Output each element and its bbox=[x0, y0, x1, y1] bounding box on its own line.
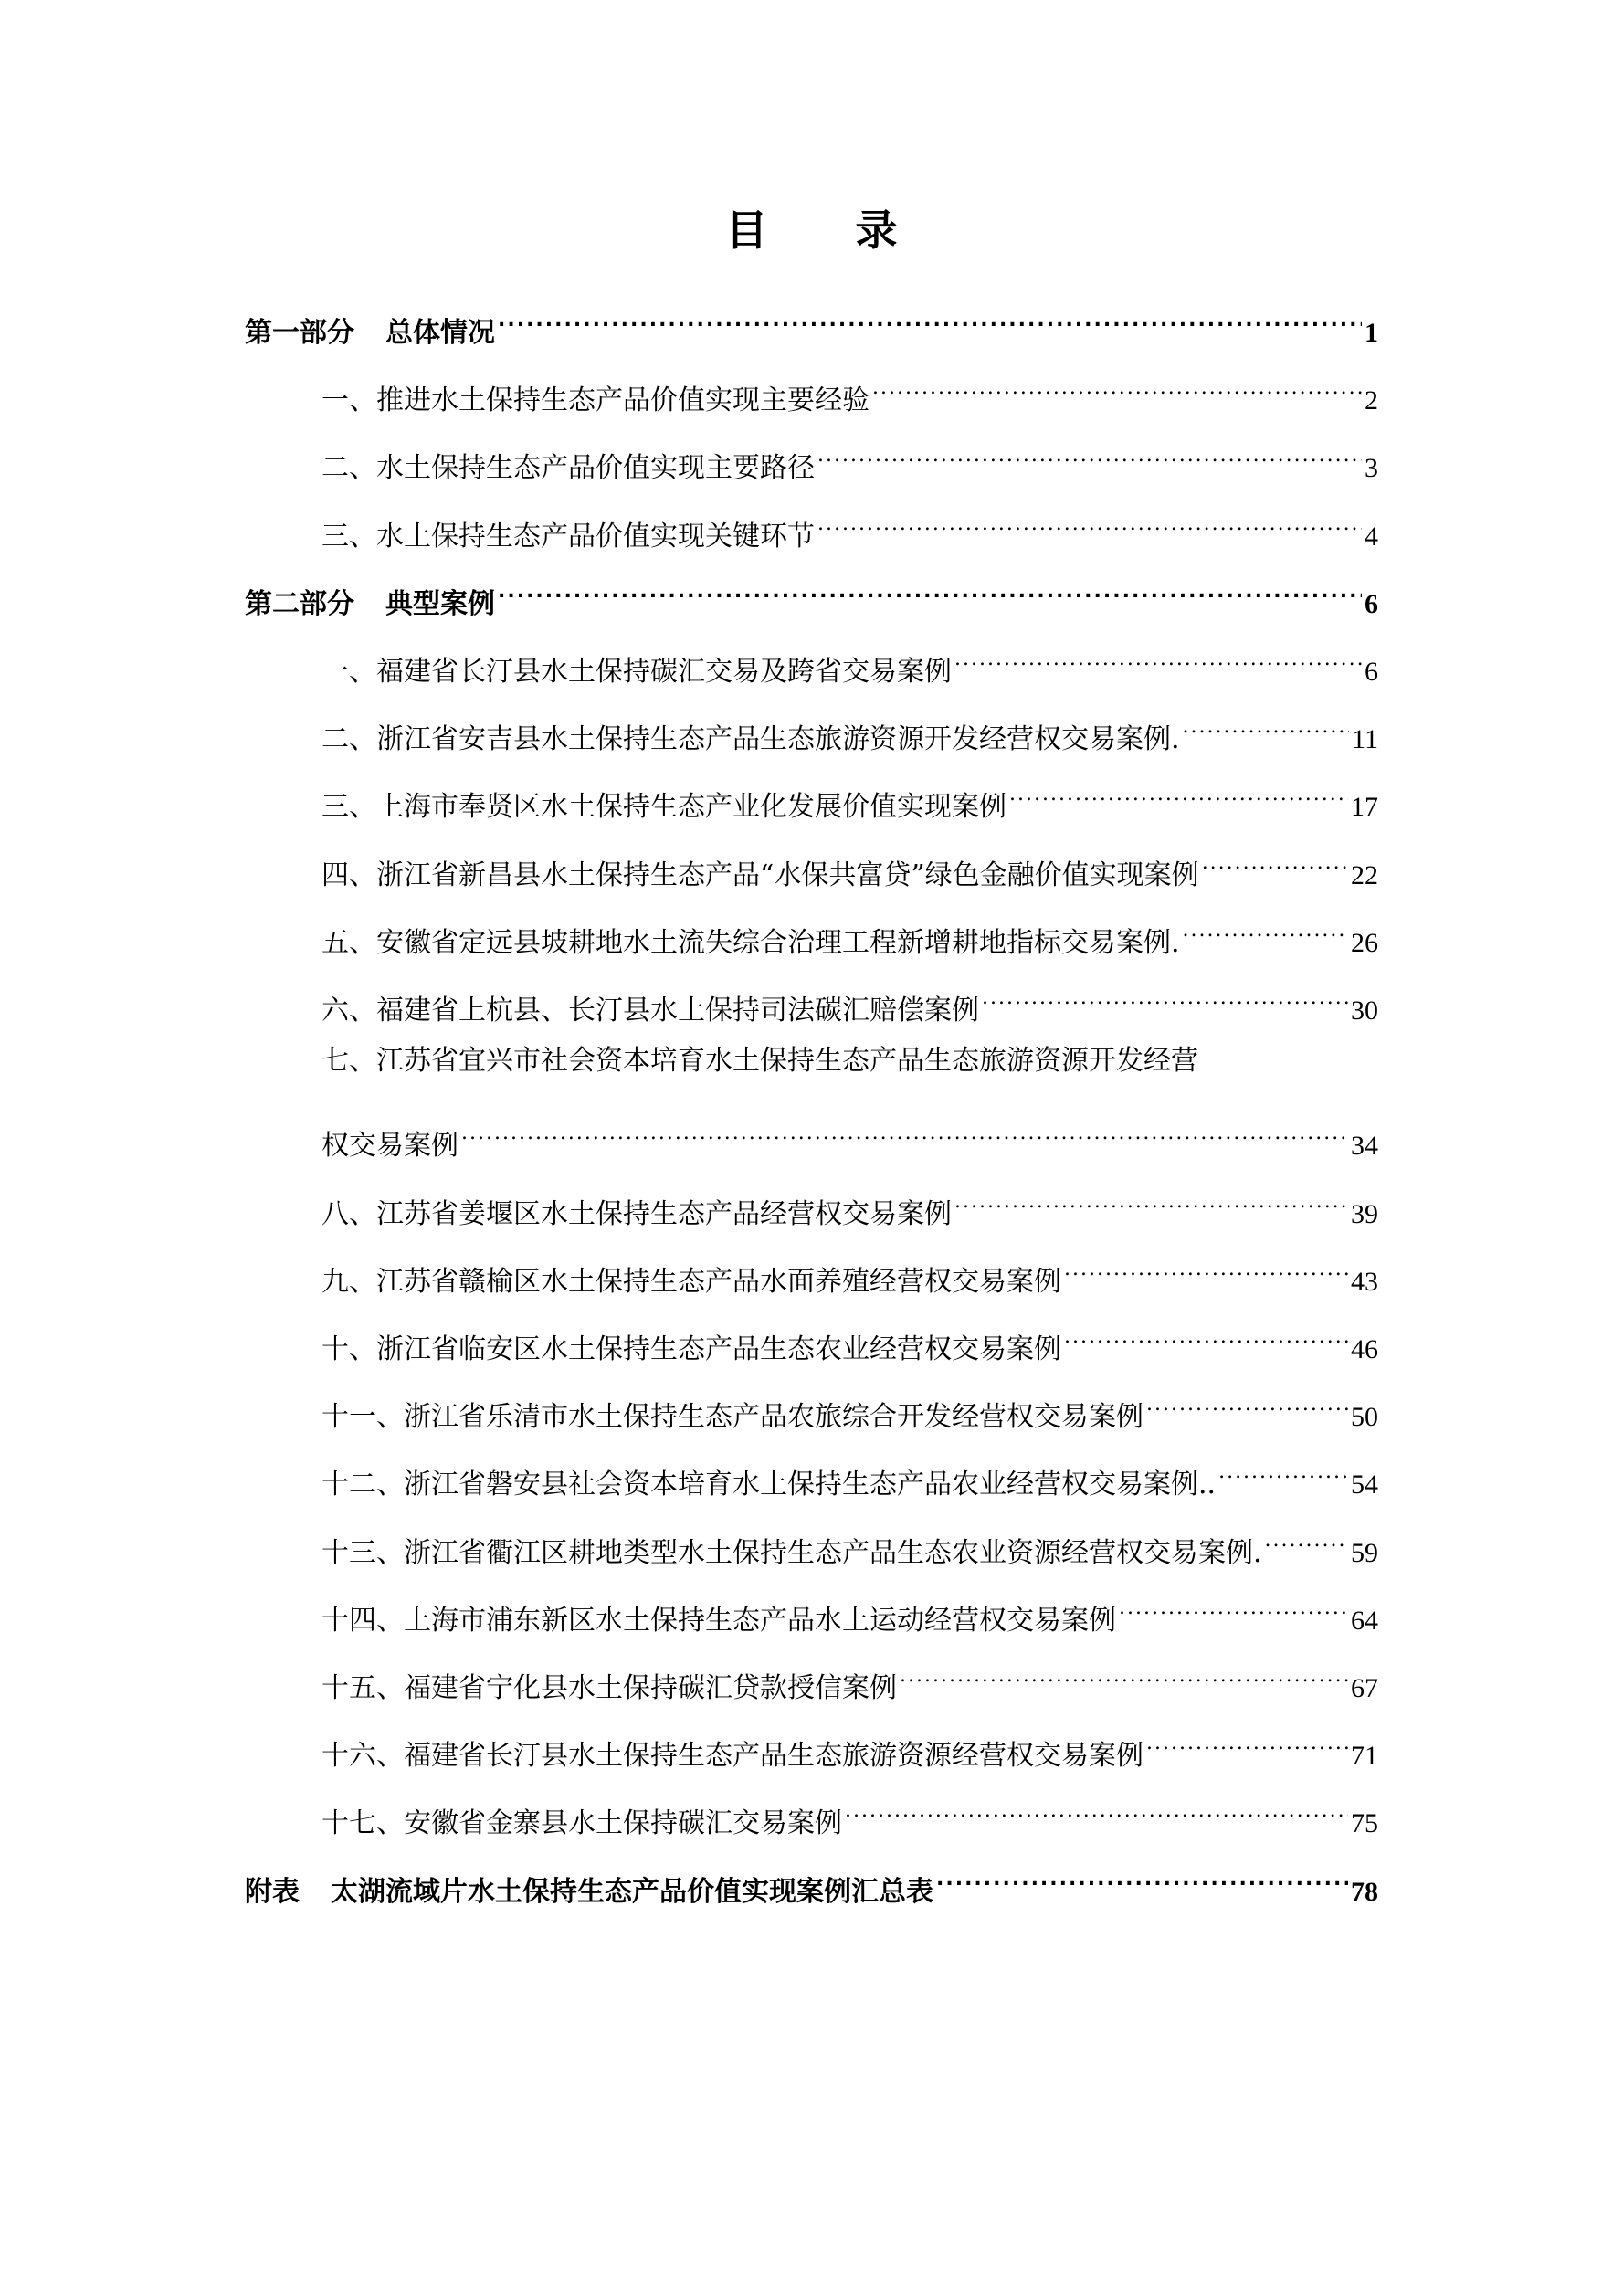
toc-entry[interactable] bbox=[321, 1239, 1378, 1298]
toc-page-number: 34 bbox=[1351, 1131, 1378, 1162]
toc-page-number: 6 bbox=[1365, 657, 1378, 687]
toc-page-number: 6 bbox=[1365, 588, 1378, 619]
toc-entry[interactable] bbox=[321, 833, 1378, 891]
toc-entry-title: 四、浙江省新昌县水土保持生态产品“水保共富贷”绿色金融价值实现案例 bbox=[321, 858, 1199, 891]
toc-dot-leader bbox=[954, 629, 1362, 680]
toc-part-prefix: 第二部分 bbox=[245, 587, 354, 620]
toc-entry-title: 一、福建省长汀县水土保持碳汇交易及跨省交易案例 bbox=[321, 656, 952, 688]
toc-page-number: 50 bbox=[1351, 1402, 1378, 1433]
toc-entry[interactable] bbox=[321, 1646, 1378, 1704]
toc-page-number: 11 bbox=[1352, 724, 1378, 755]
toc-entry[interactable] bbox=[321, 764, 1378, 824]
toc-part-entry[interactable] bbox=[245, 562, 1378, 620]
toc-dot-leader bbox=[845, 1781, 1348, 1832]
toc-dot-leader bbox=[1064, 1239, 1348, 1290]
toc-dot-leader bbox=[817, 426, 1362, 477]
toc-entry-title: 十五、福建省宁化县水土保持碳汇贷款授信案例 bbox=[321, 1672, 897, 1704]
toc-page-number: 1 bbox=[1365, 318, 1378, 348]
toc-page-number: 26 bbox=[1351, 927, 1378, 958]
toc-entry-title: 二、水土保持生态产品价值实现主要路径 bbox=[321, 452, 815, 485]
toc-page-number: 30 bbox=[1351, 995, 1378, 1026]
toc-entry-title: 典型案例 bbox=[385, 587, 495, 620]
toc-part-prefix: 第一部分 bbox=[245, 317, 354, 349]
toc-part-prefix: 附表 bbox=[245, 1875, 300, 1908]
toc-page-number: 59 bbox=[1351, 1537, 1378, 1568]
toc-page-number: 4 bbox=[1365, 521, 1378, 552]
toc-entry-title: 六、福建省上杭县、长汀县水土保持司法碳汇赔偿案例 bbox=[321, 995, 979, 1027]
toc-part-entry[interactable] bbox=[245, 290, 1378, 349]
toc-page-number: 2 bbox=[1365, 385, 1378, 416]
toc-entry[interactable] bbox=[321, 1172, 1378, 1230]
toc-entry-title: 三、水土保持生态产品价值实现关键环节 bbox=[321, 520, 815, 553]
toc-page-number: 17 bbox=[1351, 792, 1378, 823]
toc-entry-title: 一、推进水土保持生态产品价值实现主要经验 bbox=[321, 384, 869, 417]
toc-entry-title: 九、江苏省赣榆区水土保持生态产品水面养殖经营权交易案例 bbox=[321, 1265, 1061, 1298]
toc-dot-leader bbox=[936, 1849, 1348, 1901]
page-title: 目 录 bbox=[725, 205, 934, 255]
toc-page-number: 67 bbox=[1351, 1673, 1378, 1703]
toc-entry[interactable] bbox=[321, 697, 1378, 756]
toc-dot-leader bbox=[954, 1172, 1348, 1223]
toc-dot-leader bbox=[1183, 900, 1348, 952]
toc-dot-leader bbox=[900, 1646, 1348, 1697]
toc-entry-title: 十六、福建省长汀县水土保持生态产品生态旅游资源经营权交易案例 bbox=[321, 1740, 1143, 1773]
toc-entry[interactable] bbox=[321, 1578, 1378, 1637]
toc-dot-leader bbox=[1202, 833, 1348, 884]
toc-page-number: 54 bbox=[1351, 1469, 1378, 1501]
toc-dot-leader bbox=[1009, 764, 1348, 816]
toc-dot-leader bbox=[1265, 1511, 1348, 1562]
toc-dot-leader bbox=[1146, 1374, 1348, 1426]
toc-entry-title: 十一、浙江省乐清市水土保持生态产品农旅综合开发经营权交易案例 bbox=[321, 1401, 1143, 1434]
toc-entry-title: 十二、浙江省磐安县社会资本培育水土保持生态产品农业经营权交易案例.. bbox=[321, 1469, 1217, 1501]
toc-page-number: 46 bbox=[1351, 1334, 1378, 1364]
toc-page-number: 22 bbox=[1351, 859, 1378, 890]
toc-dot-leader bbox=[817, 494, 1362, 545]
toc-entry-title: 五、安徽省定远县坡耕地水土流失综合治理工程新增耕地指标交易案例. bbox=[321, 926, 1180, 959]
toc-entry[interactable] bbox=[321, 1713, 1378, 1773]
toc-page-number: 64 bbox=[1351, 1605, 1378, 1636]
toc-dot-leader bbox=[1146, 1713, 1348, 1764]
toc-dot-leader bbox=[498, 562, 1362, 613]
toc-entry-title: 权交易案例 bbox=[321, 1130, 458, 1163]
toc-part-entry[interactable] bbox=[245, 1849, 1378, 1908]
toc-entry[interactable] bbox=[321, 1781, 1378, 1840]
toc-page-number: 71 bbox=[1351, 1741, 1378, 1772]
toc-entry[interactable] bbox=[321, 629, 1378, 688]
toc-entry[interactable] bbox=[321, 1307, 1378, 1365]
toc-entry-title: 八、江苏省姜堰区水土保持生态产品经营权交易案例 bbox=[321, 1197, 952, 1230]
toc-page-number: 75 bbox=[1351, 1808, 1378, 1839]
toc-page-number: 39 bbox=[1351, 1198, 1378, 1229]
toc-entry[interactable] bbox=[321, 426, 1378, 485]
toc-dot-leader bbox=[1218, 1442, 1348, 1493]
toc-dot-leader bbox=[1183, 697, 1350, 748]
toc-entry[interactable] bbox=[321, 358, 1378, 417]
toc-entry-title: 总体情况 bbox=[385, 317, 495, 349]
toc-entry[interactable] bbox=[321, 968, 1378, 1027]
toc-entry-line[interactable] bbox=[321, 1036, 1378, 1087]
toc-dot-leader bbox=[872, 358, 1362, 409]
toc-dot-leader bbox=[498, 290, 1362, 342]
toc-entry[interactable] bbox=[321, 1511, 1378, 1569]
toc-entry-title: 十七、安徽省金寨县水土保持碳汇交易案例 bbox=[321, 1807, 842, 1840]
toc-entry-title: 三、上海市奉贤区水土保持生态产业化发展价值实现案例 bbox=[321, 791, 1006, 824]
toc-page-number: 78 bbox=[1351, 1876, 1378, 1907]
toc-entry-title: 十四、上海市浦东新区水土保持生态产品水上运动经营权交易案例 bbox=[321, 1604, 1116, 1637]
toc-entry[interactable] bbox=[321, 494, 1378, 553]
toc-entry-title: 二、浙江省安吉县水土保持生态产品生态旅游资源开发经营权交易案例. bbox=[321, 723, 1180, 756]
toc-entry-title: 太湖流域片水土保持生态产品价值实现案例汇总表 bbox=[331, 1875, 933, 1908]
toc-entry[interactable] bbox=[321, 1442, 1378, 1501]
toc-dot-leader bbox=[1064, 1307, 1348, 1358]
toc-entry-title: 十三、浙江省衢江区耕地类型水土保持生态产品生态农业资源经营权交易案例. bbox=[321, 1536, 1262, 1569]
toc-page-number: 43 bbox=[1351, 1266, 1378, 1297]
toc-dot-leader bbox=[461, 1103, 1348, 1154]
toc-entry-title: 十、浙江省临安区水土保持生态产品生态农业经营权交易案例 bbox=[321, 1333, 1061, 1365]
toc-entry[interactable] bbox=[321, 900, 1378, 959]
toc-page-number: 3 bbox=[1365, 453, 1378, 484]
toc-dot-leader bbox=[982, 968, 1348, 1019]
toc-entry[interactable] bbox=[321, 1374, 1378, 1434]
toc-entry-title: 七、江苏省宜兴市社会资本培育水土保持生态产品生态旅游资源开发经营 bbox=[321, 1045, 1198, 1078]
toc-dot-leader bbox=[1119, 1578, 1348, 1629]
toc-entry[interactable] bbox=[321, 1103, 1378, 1163]
